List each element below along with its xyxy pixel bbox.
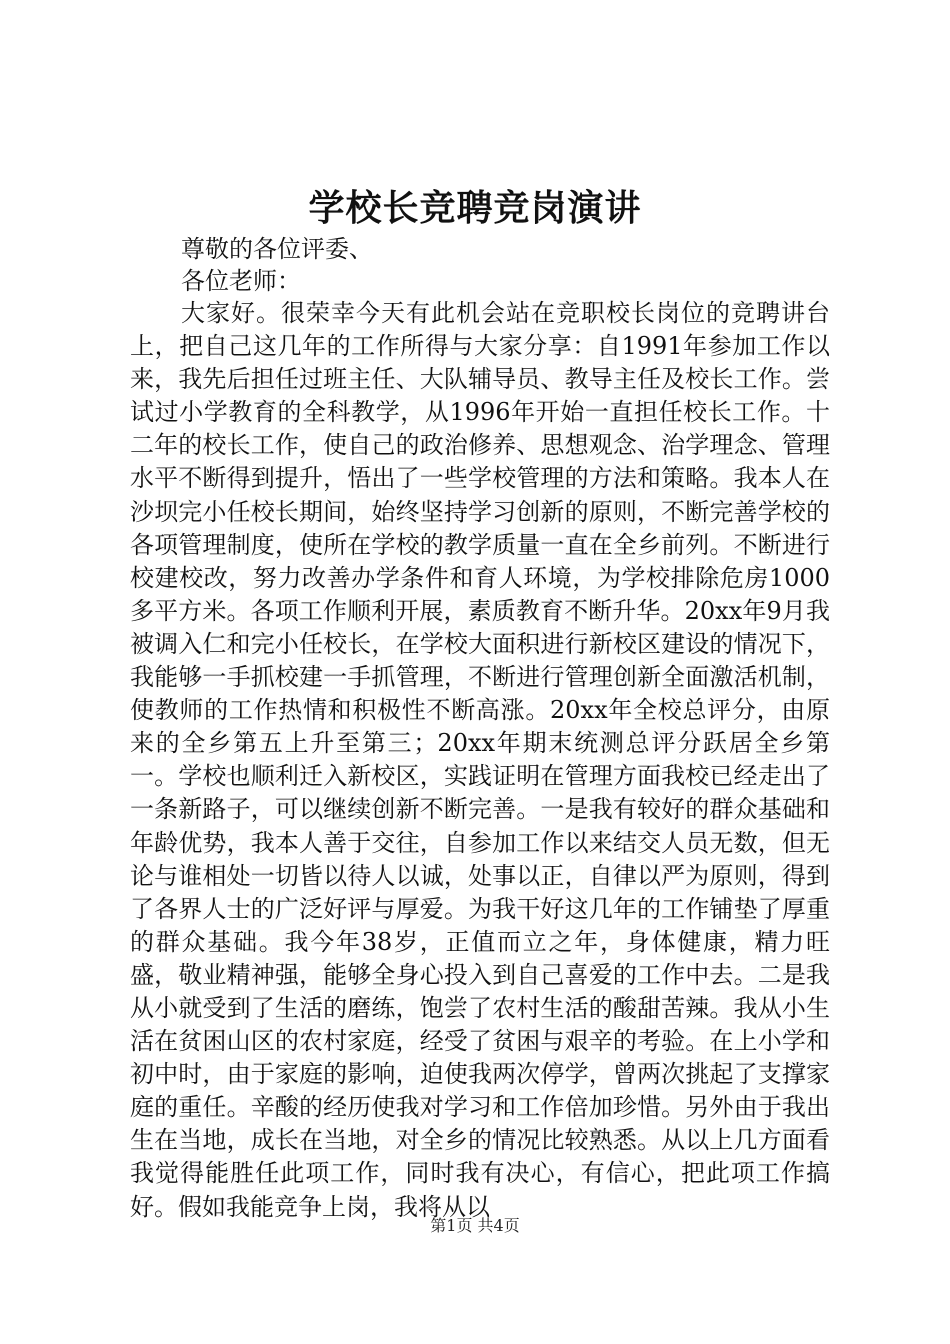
greeting-line-2: 各位老师： — [181, 267, 301, 295]
document-title: 学校长竞聘竞岗演讲 — [308, 187, 642, 229]
page-number-footer: 第1页 共4页 — [430, 1216, 520, 1235]
greeting-line-1: 尊敬的各位评委、 — [181, 235, 373, 263]
speech-body-paragraph: 大家好。很荣幸今天有此机会站在竞职校长岗位的竞聘讲台上，把自己这几年的工作所得与大家分享：自1991年参加工作以来，我先后担任过班主任、大队辅导员、教导主任及校长工作。尝试过小学教育的全科教学，从1996年开始一直担任校长工作。十二年的校长工作，使自己的政治修养、思想观念、治学理念、管理水平不断得到提升，悟出了一些学校管理的方法和策略。我本人在沙坝完小任校长期间，始终坚持学习创新的原则，不断完善学校的各项管理制度，使所在学校的教学质量一直在全乡前列。不断进行校建校改，努力改善办学条件和育人环境，为学校排除危房1000多平方米。各项工作顺利开展，素质教育不断升华。20xx年9月我被调入仁和完小任校长，在学校大面积进行新校区建设的情况下，我能够一手抓校建一手抓管理，不断进行管理创新全面激活机制，使教师的工作热情和积极性不断高涨。20xx年全校总评分，由原来的全乡第五上升至第三；20xx年期末统测总评分跃居全乡第一。学校也顺利迁入新校区，实践证明在管理方面我校已经走出了一条新路子，可以继续创新不断完善。一是我有较好的群众基础和年龄优势，我本人善于交往，自参加工作以来结交人员无数，但无论与谁相处一切皆以待人以诚，处事以正，自律以严为原则，得到了各界人士的广泛好评与厚爱。为我干好这几年的工作铺垫了厚重的群众基础。我今年38岁，正值而立之年，身体健康，精力旺盛，敬业精神强，能够全身心投入到自己喜爱的工作中去。二是我从小就受到了生活的磨练，饱尝了农村生活的酸甜苦辣。我从小生活在贫困山区的农村家庭，经受了贫困与艰辛的考验。在上小学和初中时，由于家庭的影响，迫使我两次停学，曾两次挑起了支撑家庭的重任。辛酸的经历使我对学习和工作倍加珍惜。另外由于我出生在当地，成长在当地，对全乡的情况比较熟悉。从以上几方面看我觉得能胜任此项工作，同时我有决心，有信心，把此项工作搞好。假如我能竞争上岗，我将从以 — [130, 299, 830, 1221]
